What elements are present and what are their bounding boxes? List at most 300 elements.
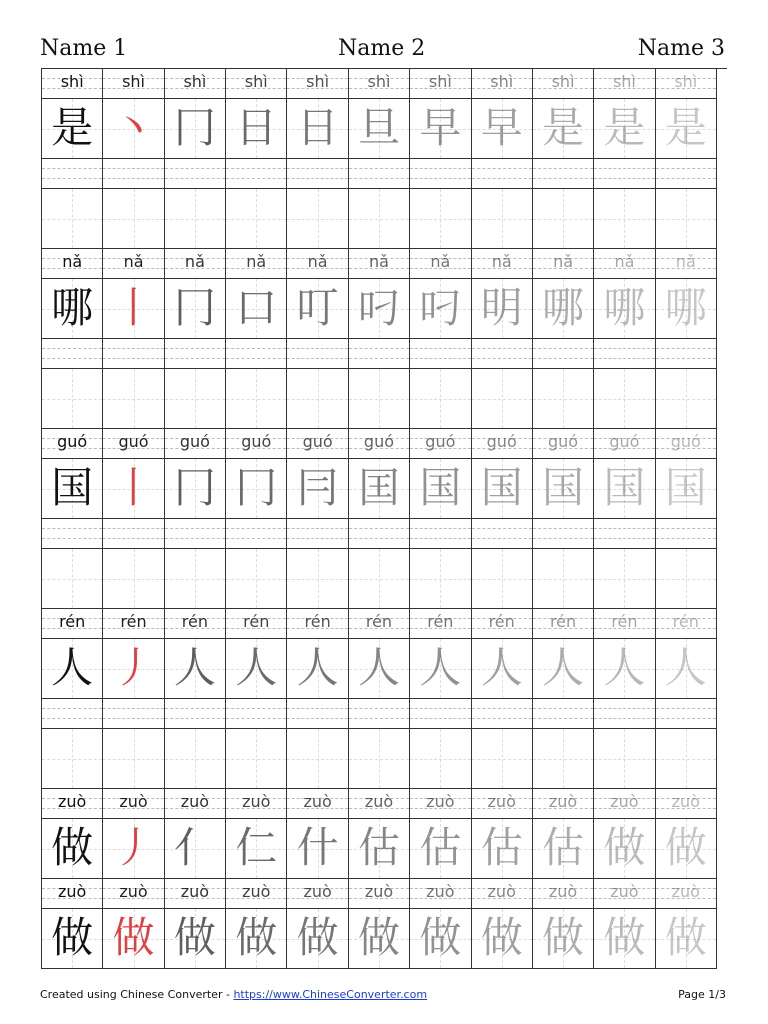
pinyin-text: zuò (671, 882, 700, 901)
stroke-step-character: 丿 (112, 643, 155, 692)
character-section (41, 879, 727, 969)
blank-character-cell (656, 729, 717, 789)
pinyin-text: shì (60, 72, 84, 91)
pinyin-text: nǎ (430, 252, 451, 271)
blank-pinyin-cell (287, 519, 348, 549)
pinyin-text: zuò (180, 882, 210, 901)
character-cell (410, 279, 471, 339)
blank-character-cell (287, 549, 348, 609)
stroke-step-character: 冂 (173, 103, 216, 152)
stroke-step-character: 估 (542, 823, 585, 872)
character-cell (349, 99, 410, 159)
character-cell (287, 909, 348, 969)
stroke-step-character: 是 (664, 103, 707, 152)
blank-pinyin-cell (472, 519, 533, 549)
stroke-step-character: 人 (664, 643, 707, 692)
character-row (41, 459, 727, 519)
blank-character-cell (226, 729, 287, 789)
blank-character-cell (533, 369, 594, 429)
stroke-step-character: 做 (664, 913, 707, 962)
character-cell (656, 279, 717, 339)
stroke-step-character: 叮 (296, 283, 339, 332)
blank-character-cell (656, 549, 717, 609)
pinyin-text: guó (670, 432, 701, 451)
page-number: Page 1/3 (678, 988, 726, 1001)
stroke-step-character: 早 (419, 103, 462, 152)
stroke-step-character: 叼 (419, 283, 462, 332)
blank-character-cell (165, 189, 226, 249)
blank-pinyin-cell (594, 159, 655, 189)
pinyin-text: nǎ (123, 252, 144, 271)
character-cell (349, 459, 410, 519)
model-character: 人 (51, 643, 94, 692)
blank-character-cell (287, 369, 348, 429)
pinyin-cell (42, 609, 103, 639)
pinyin-text: zuò (242, 882, 271, 901)
blank-pinyin-cell (226, 159, 287, 189)
blank-pinyin-cell (287, 699, 348, 729)
blank-character-cell (226, 189, 287, 249)
character-cell (42, 639, 103, 699)
blank-pinyin-cell (226, 519, 287, 549)
stroke-step-character: 做 (173, 913, 216, 962)
pinyin-cell (533, 69, 594, 99)
pinyin-cell (349, 879, 410, 909)
blank-character-cell (287, 729, 348, 789)
blank-pinyin-cell (472, 339, 533, 369)
pinyin-cell (165, 249, 226, 279)
stroke-step-character: 做 (603, 823, 646, 872)
stroke-step-character: 哪 (542, 283, 585, 332)
stroke-step-character: 做 (357, 913, 400, 962)
stroke-step-character: 做 (419, 913, 462, 962)
name-label-2: Name 2 (338, 36, 426, 61)
character-section (41, 249, 727, 429)
pinyin-text: guó (302, 432, 333, 451)
pinyin-text: zuò (303, 882, 332, 901)
stroke-step-character: 冃 (296, 463, 339, 512)
pinyin-text: zuò (58, 792, 87, 811)
character-cell (287, 819, 348, 879)
blank-pinyin-cell (287, 339, 348, 369)
pinyin-cell (410, 789, 471, 819)
blank-character-cell (103, 729, 164, 789)
pinyin-row (41, 249, 727, 279)
stroke-step-character: 日 (296, 103, 339, 152)
pinyin-cell (103, 609, 164, 639)
blank-character-cell (594, 369, 655, 429)
blank-pinyin-cell (410, 159, 471, 189)
blank-pinyin-cell (165, 699, 226, 729)
pinyin-text: zuò (242, 792, 271, 811)
blank-character-cell (472, 189, 533, 249)
footer-link[interactable]: https://www.ChineseConverter.com (233, 988, 428, 1001)
blank-character-cell (410, 369, 471, 429)
pinyin-cell (349, 429, 410, 459)
pinyin-cell (103, 879, 164, 909)
stroke-step-character: 人 (235, 643, 278, 692)
pinyin-text: shì (551, 72, 575, 91)
blank-character-cell (349, 729, 410, 789)
stroke-step-character: 囯 (357, 463, 400, 512)
model-character: 做 (51, 823, 94, 872)
character-cell (533, 639, 594, 699)
blank-character-cell (287, 189, 348, 249)
pinyin-text: guó (118, 432, 149, 451)
stroke-step-character: 国 (480, 463, 523, 512)
pinyin-cell (410, 249, 471, 279)
character-cell (410, 909, 471, 969)
pinyin-cell (533, 879, 594, 909)
pinyin-text: shì (183, 72, 207, 91)
pinyin-row (41, 609, 727, 639)
blank-character-cell (410, 729, 471, 789)
blank-pinyin-cell (287, 159, 348, 189)
blank-pinyin-cell (410, 339, 471, 369)
stroke-step-character: 国 (603, 463, 646, 512)
blank-pinyin-cell (349, 519, 410, 549)
blank-character-cell (103, 369, 164, 429)
character-cell (42, 909, 103, 969)
pinyin-cell (287, 429, 348, 459)
blank-character-row (41, 189, 727, 249)
character-cell (165, 99, 226, 159)
blank-character-cell (533, 189, 594, 249)
pinyin-text: zuò (119, 882, 148, 901)
blank-character-cell (165, 369, 226, 429)
character-cell (226, 819, 287, 879)
blank-character-cell (656, 189, 717, 249)
character-cell (226, 459, 287, 519)
character-cell (165, 279, 226, 339)
pinyin-cell (410, 69, 471, 99)
character-cell (103, 819, 164, 879)
model-character: 做 (51, 913, 94, 962)
stroke-step-character: 旦 (357, 103, 400, 152)
blank-pinyin-cell (349, 159, 410, 189)
character-cell (533, 279, 594, 339)
blank-character-cell (165, 549, 226, 609)
character-cell (165, 459, 226, 519)
model-character: 哪 (51, 283, 94, 332)
character-cell (226, 99, 287, 159)
character-cell (42, 279, 103, 339)
stroke-step-character: 做 (603, 913, 646, 962)
name-label-1: Name 1 (40, 36, 128, 61)
blank-pinyin-cell (656, 699, 717, 729)
pinyin-cell (226, 69, 287, 99)
blank-pinyin-row (41, 339, 727, 369)
character-cell (287, 99, 348, 159)
pinyin-cell (594, 609, 655, 639)
stroke-step-character: 冂 (173, 283, 216, 332)
blank-character-cell (594, 189, 655, 249)
blank-pinyin-row (41, 699, 727, 729)
character-cell (349, 819, 410, 879)
pinyin-text: rén (488, 612, 515, 631)
pinyin-cell (472, 789, 533, 819)
character-cell (42, 459, 103, 519)
blank-pinyin-cell (656, 339, 717, 369)
footer-created-text: Created using Chinese Converter - (40, 988, 234, 1001)
stroke-step-character: 亻 (173, 823, 216, 872)
character-cell (410, 459, 471, 519)
pinyin-cell (103, 249, 164, 279)
pinyin-cell (165, 69, 226, 99)
blank-pinyin-cell (42, 699, 103, 729)
character-section (41, 789, 727, 879)
character-cell (410, 819, 471, 879)
stroke-step-character: 做 (235, 913, 278, 962)
blank-pinyin-row (41, 519, 727, 549)
stroke-step-character: 什 (296, 823, 339, 872)
character-cell (656, 99, 717, 159)
pinyin-cell (594, 789, 655, 819)
stroke-step-character: 做 (112, 913, 155, 962)
character-cell (410, 99, 471, 159)
character-cell (349, 909, 410, 969)
pinyin-text: zuò (610, 792, 639, 811)
pinyin-cell (287, 249, 348, 279)
pinyin-cell (42, 249, 103, 279)
blank-pinyin-cell (165, 519, 226, 549)
pinyin-cell (165, 429, 226, 459)
character-cell (656, 639, 717, 699)
pinyin-cell (226, 789, 287, 819)
blank-pinyin-cell (656, 519, 717, 549)
character-cell (165, 639, 226, 699)
character-row (41, 99, 727, 159)
pinyin-cell (349, 69, 410, 99)
character-cell (226, 279, 287, 339)
pinyin-text: rén (304, 612, 331, 631)
blank-pinyin-cell (103, 339, 164, 369)
pinyin-cell (533, 249, 594, 279)
character-cell (103, 459, 164, 519)
pinyin-row (41, 879, 727, 909)
blank-pinyin-cell (594, 519, 655, 549)
character-cell (410, 639, 471, 699)
stroke-step-character: 做 (296, 913, 339, 962)
blank-character-cell (472, 369, 533, 429)
pinyin-text: shì (122, 72, 145, 91)
blank-pinyin-cell (472, 159, 533, 189)
model-character: 国 (51, 463, 94, 512)
pinyin-text: guó (57, 432, 88, 451)
pinyin-text: guó (363, 432, 395, 451)
blank-pinyin-cell (103, 699, 164, 729)
pinyin-text: zuò (364, 792, 394, 811)
pinyin-cell (594, 249, 655, 279)
stroke-step-character: 丶 (112, 103, 155, 152)
footer-credit (40, 988, 427, 1001)
stroke-step-character: 冂 (235, 463, 278, 512)
character-cell (103, 639, 164, 699)
character-cell (287, 459, 348, 519)
blank-character-cell (103, 189, 164, 249)
character-cell (533, 819, 594, 879)
character-cell (472, 279, 533, 339)
character-cell (226, 909, 287, 969)
pinyin-cell (165, 789, 226, 819)
pinyin-cell (533, 609, 594, 639)
stroke-step-character: 做 (480, 913, 523, 962)
blank-pinyin-cell (656, 159, 717, 189)
character-cell (472, 909, 533, 969)
pinyin-text: shì (490, 72, 514, 91)
pinyin-text: zuò (119, 792, 148, 811)
stroke-step-character: 国 (664, 463, 707, 512)
pinyin-text: zuò (364, 882, 394, 901)
pinyin-cell (410, 879, 471, 909)
blank-pinyin-cell (349, 699, 410, 729)
blank-pinyin-cell (410, 699, 471, 729)
pinyin-cell (533, 429, 594, 459)
header (40, 36, 725, 68)
pinyin-cell (472, 69, 533, 99)
stroke-step-character: 人 (357, 643, 400, 692)
pinyin-cell (656, 69, 717, 99)
character-cell (533, 459, 594, 519)
pinyin-text: nǎ (62, 252, 83, 271)
character-cell (594, 819, 655, 879)
stroke-step-character: 仁 (235, 823, 278, 872)
character-cell (594, 99, 655, 159)
blank-character-row (41, 549, 727, 609)
pinyin-text: guó (241, 432, 272, 451)
stroke-step-character: 早 (480, 103, 523, 152)
pinyin-cell (287, 789, 348, 819)
pinyin-cell (226, 429, 287, 459)
pinyin-text: nǎ (369, 252, 389, 271)
pinyin-text: shì (674, 72, 698, 91)
character-cell (472, 459, 533, 519)
model-character: 是 (51, 103, 94, 152)
pinyin-row (41, 789, 727, 819)
character-cell (165, 819, 226, 879)
pinyin-text: nǎ (246, 252, 267, 271)
blank-pinyin-cell (533, 159, 594, 189)
character-cell (103, 909, 164, 969)
pinyin-cell (42, 429, 103, 459)
character-row (41, 819, 727, 879)
stroke-step-character: 人 (419, 643, 462, 692)
blank-pinyin-cell (533, 339, 594, 369)
pinyin-cell (226, 249, 287, 279)
blank-character-row (41, 369, 727, 429)
pinyin-text: rén (181, 612, 208, 631)
pinyin-text: shì (306, 72, 330, 91)
character-cell (656, 459, 717, 519)
pinyin-text: rén (549, 612, 577, 631)
pinyin-text: zuò (426, 792, 455, 811)
stroke-step-character: 日 (235, 103, 278, 152)
blank-character-cell (226, 369, 287, 429)
character-cell (656, 909, 717, 969)
character-cell (349, 639, 410, 699)
pinyin-cell (287, 69, 348, 99)
character-row (41, 909, 727, 969)
pinyin-cell (226, 609, 287, 639)
pinyin-text: rén (427, 612, 454, 631)
pinyin-cell (103, 789, 164, 819)
blank-character-cell (410, 189, 471, 249)
character-cell (472, 639, 533, 699)
pinyin-text: nǎ (553, 252, 574, 271)
pinyin-text: shì (244, 72, 268, 91)
character-cell (349, 279, 410, 339)
pinyin-cell (349, 609, 410, 639)
character-cell (103, 279, 164, 339)
pinyin-cell (594, 69, 655, 99)
pinyin-cell (287, 879, 348, 909)
blank-pinyin-cell (533, 519, 594, 549)
stroke-step-character: 叼 (357, 283, 400, 332)
blank-character-cell (349, 369, 410, 429)
stroke-step-character: 是 (603, 103, 646, 152)
pinyin-cell (103, 429, 164, 459)
pinyin-cell (472, 609, 533, 639)
blank-pinyin-cell (410, 519, 471, 549)
blank-pinyin-cell (226, 339, 287, 369)
pinyin-text: guó (179, 432, 210, 451)
character-section (41, 68, 727, 249)
stroke-step-character: 做 (542, 913, 585, 962)
pinyin-cell (656, 609, 717, 639)
blank-character-cell (410, 549, 471, 609)
pinyin-text: nǎ (307, 252, 328, 271)
blank-pinyin-cell (226, 699, 287, 729)
pinyin-cell (103, 69, 164, 99)
character-cell (42, 99, 103, 159)
pinyin-cell (42, 879, 103, 909)
stroke-step-character: 做 (664, 823, 707, 872)
blank-character-row (41, 729, 727, 789)
character-section (41, 609, 727, 789)
blank-character-cell (472, 549, 533, 609)
pinyin-text: zuò (180, 792, 210, 811)
blank-pinyin-cell (42, 519, 103, 549)
pinyin-text: zuò (303, 792, 332, 811)
character-cell (226, 639, 287, 699)
stroke-step-character: 估 (480, 823, 523, 872)
blank-pinyin-cell (165, 159, 226, 189)
pinyin-cell (42, 69, 103, 99)
blank-character-cell (165, 729, 226, 789)
stroke-step-character: 估 (419, 823, 462, 872)
blank-pinyin-cell (42, 339, 103, 369)
pinyin-cell (594, 429, 655, 459)
blank-character-cell (349, 549, 410, 609)
character-row (41, 639, 727, 699)
character-cell (594, 909, 655, 969)
blank-character-cell (103, 549, 164, 609)
pinyin-cell (656, 249, 717, 279)
pinyin-text: guó (486, 432, 517, 451)
blank-character-cell (594, 549, 655, 609)
pinyin-text: rén (120, 612, 147, 631)
pinyin-cell (533, 789, 594, 819)
character-cell (165, 909, 226, 969)
pinyin-cell (656, 879, 717, 909)
blank-character-cell (656, 369, 717, 429)
name-label-3: Name 3 (637, 36, 725, 61)
stroke-step-character: 估 (357, 823, 400, 872)
pinyin-text: guó (425, 432, 456, 451)
character-cell (594, 639, 655, 699)
pinyin-text: zuò (487, 882, 516, 901)
pinyin-text: zuò (610, 882, 639, 901)
